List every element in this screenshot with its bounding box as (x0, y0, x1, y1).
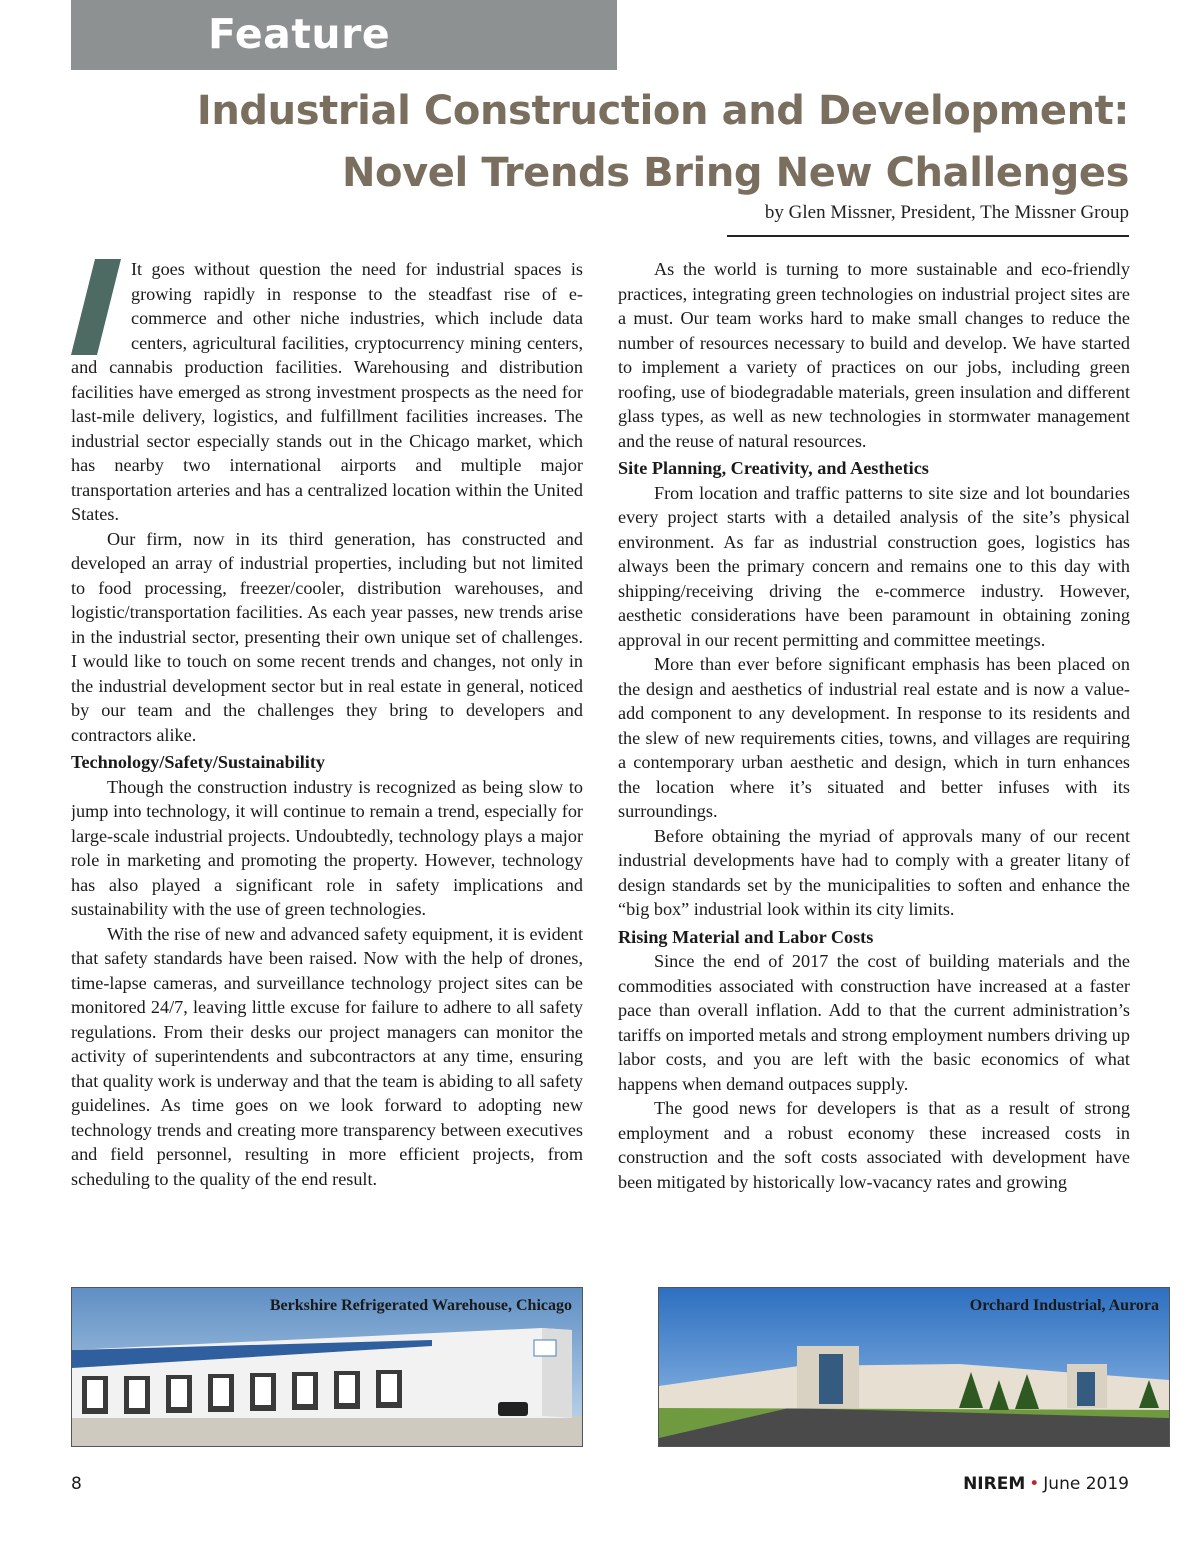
body-paragraph: The good news for developers is that as a result of strong employment and a robust economy these increased costs in construction and the soft costs associated with development have been mitigated by historically low-vacancy rates and growing (618, 1098, 1130, 1192)
body-paragraph: Though the construction industry is recognized as being slow to jump into technology, it will continue to remain a trend, especially for large-scale industrial projects. Undoubtedly, technology plays a major role in marketing and promoting the property. However, technology has also played a significant role in safety implications and sustainability with the use of green technologies. (71, 776, 583, 919)
issue-date: June 2019 (1043, 1474, 1129, 1494)
section-banner (71, 0, 617, 70)
byline: by Glen Missner, President, The Missner Group (764, 202, 1129, 223)
warehouse-photo-orchard (658, 1287, 1170, 1447)
body-paragraph: As the world is turning to more sustainable and eco-friendly practices, integrating green technologies on industrial project sites are a must. Our team works hard to make small changes to reduce the number of resources necessary to build and develop. We have started to implement a variety of practices on our jobs, including green roofing, use of biodegradable materials, green insulation and different glass types, as well as new technologies in stormwater management and the reuse of natural resources. (618, 259, 1130, 451)
publication-footer (963, 1474, 1129, 1494)
body-paragraph: From location and traffic patterns to site size and lot boundaries every project starts with a detailed analysis of the site’s physical environment. As far as industrial construction goes, logistics has always been the primary concern and remains one to this day with shipping/receiving driving the e-commerce industry. However, aesthetic considerations have been paramount in obtaining zoning approval in our recent permitting and committee meetings. (618, 482, 1130, 650)
title-line-1: Industrial Construction and Development: (196, 88, 1129, 134)
body-paragraph: Our firm, now in its third generation, has constructed and developed an array of industrial properties, including but not limited to food processing, freezer/cooler, distribution warehouses, and logistic/transportation facilities. As each year passes, new trends arise in the industrial sector, presenting their own unique set of challenges. I would like to touch on some recent trends and changes, not only in the industrial development sector but in real estate in general, noticed by our team and the challenges they bring to developers and contractors alike. (71, 528, 583, 745)
left-column (71, 257, 583, 1279)
section-heading-technology: Technology/Safety/Sustainability (71, 752, 326, 772)
photo-caption: Berkshire Refrigerated Warehouse, Chicago (269, 1297, 572, 1314)
warehouse-photo-berkshire (71, 1287, 583, 1447)
intro-paragraph: It goes without question the need for industrial spaces is growing rapidly in response to the steadfast rise of e-commerce and other niche industries, which include data centers, agricultural facilities, cryptocurrency mining centers, and cannabis production facilities. Warehousing and distribution facilities have emerged as strong investment prospects as the need for last-mile delivery, logistics, and fulfillment facilities increases. The industrial sector especially stands out in the Chicago market, which has nearby two international airports and multiple major transportation arteries and has a centralized location within the United States. (71, 259, 583, 524)
body-paragraph: Before obtaining the myriad of approvals many of our recent industrial developments have had to comply with a greater litany of design standards set by the municipalities to soften and enhance the “big box” industrial look within its city limits. (618, 825, 1130, 919)
section-heading-site-planning: Site Planning, Creativity, and Aesthetics (618, 458, 929, 478)
article-title (129, 80, 1129, 204)
photo-caption: Orchard Industrial, Aurora (969, 1297, 1159, 1314)
body-paragraph: Since the end of 2017 the cost of building materials and the commodities associated with construction have increased at a faster pace than overall inflation. Add to that the current administration’s tariffs on imported metals and strong employment numbers driving up labor costs, and you are left with the basic economics of what happens when demand outpaces supply. (618, 951, 1130, 1094)
drop-cap (71, 259, 121, 355)
footer-separator: • (1029, 1474, 1040, 1494)
body-paragraph: With the rise of new and advanced safety equipment, it is evident that safety standards have been raised. Now with the help of drones, time-lapse cameras, and surveillance technology project sites can be monitored 24/7, leaving little excuse for failure to adhere to all safety regulations. From their desks our project managers can monitor the activity of superintendents and subcontractors at any time, ensuring that quality work is underway and that the team is abiding to all safety guidelines. As time goes on we look forward to adopting new technology trends and creating more transparency between executives and field personnel, resulting in more efficient projects, from scheduling to the quality of the end result. (71, 923, 583, 1189)
body-paragraph: More than ever before significant emphasis has been placed on the design and aesthetics of industrial real estate and is now a value-add component to any development. In response to its residents and the slew of new requirements cities, towns, and villages are requiring a contemporary urban aesthetic and design, which in turn enhances the location where it’s situated and better infuses with its surroundings. (618, 654, 1130, 821)
section-label: Feature (208, 10, 391, 58)
section-heading-costs: Rising Material and Labor Costs (618, 926, 874, 947)
title-line-2: Novel Trends Bring New Challenges (341, 150, 1129, 196)
page-number: 8 (71, 1474, 82, 1494)
right-column (618, 257, 1130, 1279)
byline-rule (727, 235, 1129, 237)
publication-name: NIREM (963, 1474, 1026, 1494)
